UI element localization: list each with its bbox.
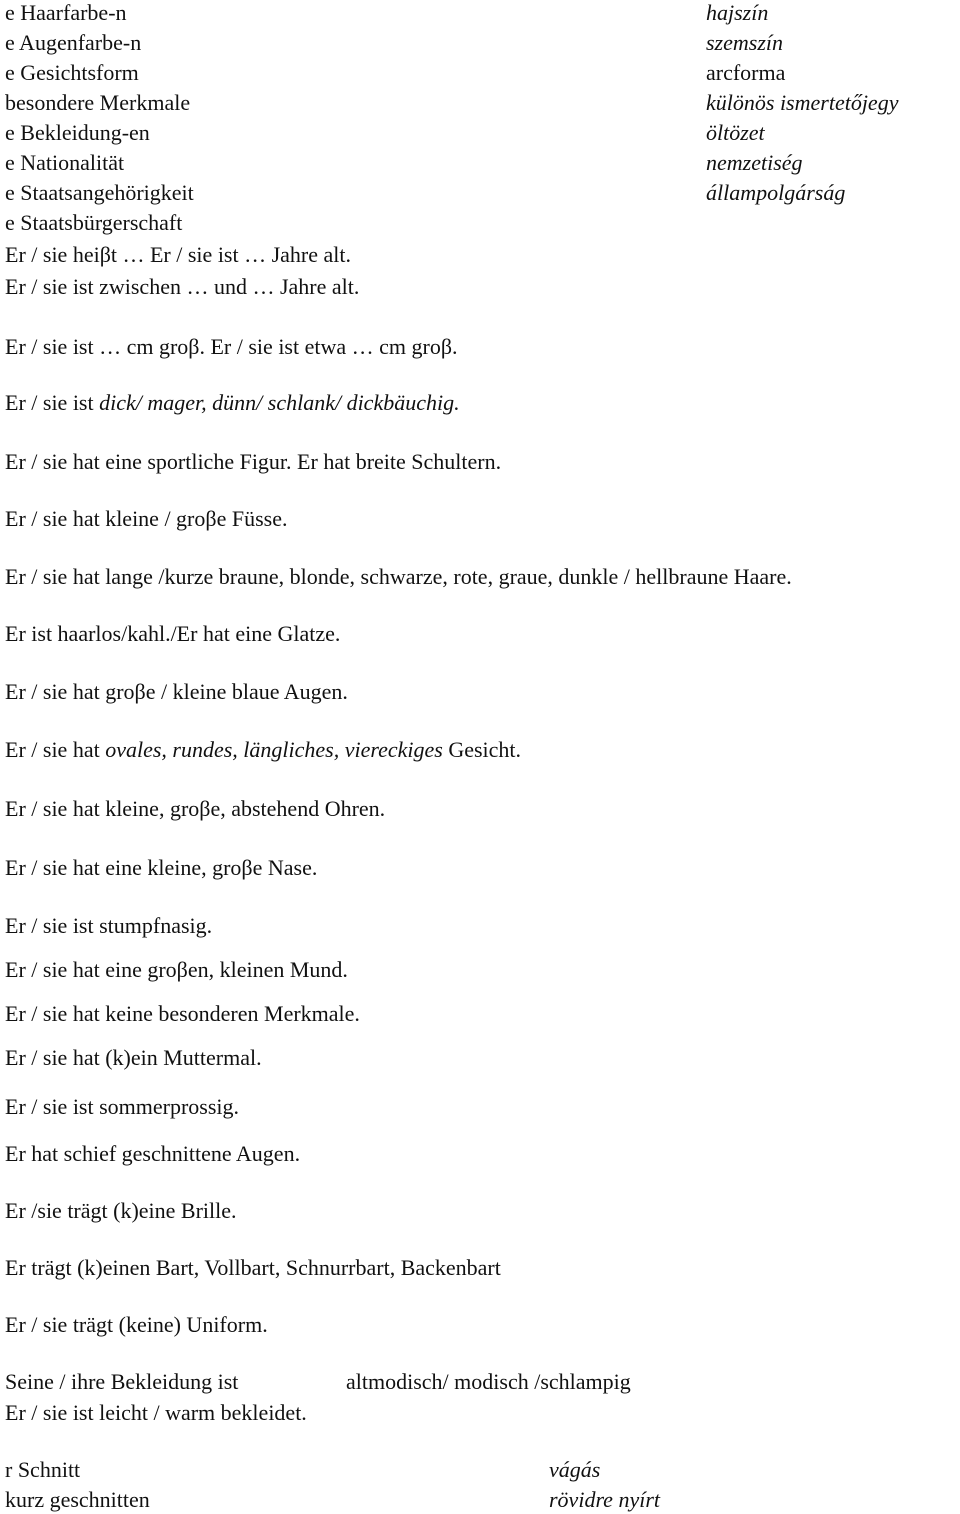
phrase-line: Er / sie ist stumpfnasig.: [5, 913, 213, 938]
vocab-hu: állampolgárság: [706, 180, 846, 205]
phrase-line: Er / sie trägt (keine) Uniform.: [5, 1312, 268, 1337]
phrase-text: Gesicht.: [442, 737, 522, 762]
vocab-hu: vágás: [549, 1457, 601, 1482]
phrase-italic: ovales, rundes, längliches, viereckiges: [105, 737, 443, 762]
vocab-hu: rövidre nyírt: [549, 1487, 660, 1512]
phrase-line: Er / sie hat (k)ein Muttermal.: [5, 1045, 262, 1070]
phrase-line: Er hat schief geschnittene Augen.: [5, 1141, 301, 1166]
phrase-line: Er / sie heiβt … Er / sie ist … Jahre alt.: [5, 242, 352, 267]
phrase-line: Er / sie hat eine sportliche Figur. Er hat breite Schultern.: [5, 449, 502, 474]
phrase-line: Er ist haarlos/kahl./Er hat eine Glatze.: [5, 621, 341, 646]
vocab-hu: szemszín: [706, 30, 784, 55]
vocab-hu: különös ismertetőjegy: [706, 90, 899, 115]
phrase-line: Er / sie hat kleine / groβe Füsse.: [5, 506, 288, 531]
phrase-line: Er / sie hat kleine, groβe, abstehend Ohren.: [5, 796, 386, 821]
phrase-line: Er / sie hat eine kleine, groβe Nase.: [5, 855, 318, 880]
phrase-line: Seine / ihre Bekleidung ist: [5, 1369, 239, 1394]
phrase-text: Er / sie ist: [5, 390, 100, 415]
vocab-de: e Gesichtsform: [5, 60, 139, 85]
phrase-line: Er / sie hat eine groβen, kleinen Mund.: [5, 957, 348, 982]
vocab-de: e Augenfarbe-n: [5, 30, 142, 55]
phrase-line: [5, 737, 521, 763]
phrase-text: Er / sie hat: [5, 737, 106, 762]
phrase-line: Er / sie ist leicht / warm bekleidet.: [5, 1400, 307, 1425]
vocab-hu: öltözet: [706, 120, 765, 145]
vocab-de: e Staatsbürgerschaft: [5, 210, 183, 235]
vocab-de: e Nationalität: [5, 150, 125, 175]
vocab-de: kurz geschnitten: [5, 1487, 150, 1512]
phrase-line: Er / sie ist … cm groβ. Er / sie ist etwa … cm groβ.: [5, 334, 458, 359]
vocab-de: besondere Merkmale: [5, 90, 191, 115]
vocab-hu: nemzetiség: [706, 150, 803, 175]
vocab-de: e Haarfarbe-n: [5, 0, 127, 25]
phrase-line: Er / sie ist zwischen … und … Jahre alt.: [5, 274, 360, 299]
vocab-hu: arcforma: [706, 60, 786, 85]
phrase-line: Er / sie hat groβe / kleine blaue Augen.: [5, 679, 348, 704]
phrase-line: Er trägt (k)einen Bart, Vollbart, Schnurrbart, Backenbart: [5, 1255, 501, 1280]
vocab-hu: hajszín: [706, 0, 769, 25]
phrase-line: Er / sie ist sommerprossig.: [5, 1094, 240, 1119]
vocab-de: e Staatsangehörigkeit: [5, 180, 194, 205]
phrase-line: [5, 390, 460, 416]
phrase-line: Er / sie hat keine besonderen Merkmale.: [5, 1001, 360, 1026]
phrase-italic: dick/ mager, dünn/ schlank/ dickbäuchig.: [99, 390, 460, 415]
vocab-de: e Bekleidung-en: [5, 120, 150, 145]
phrase-line: Er / sie hat lange /kurze braune, blonde, schwarze, rote, graue, dunkle / hellbraune Haare.: [5, 564, 792, 589]
vocab-de: r Schnitt: [5, 1457, 81, 1482]
phrase-line-option: altmodisch/ modisch /schlampig: [346, 1369, 631, 1394]
phrase-line: Er /sie trägt (k)eine Brille.: [5, 1198, 237, 1223]
